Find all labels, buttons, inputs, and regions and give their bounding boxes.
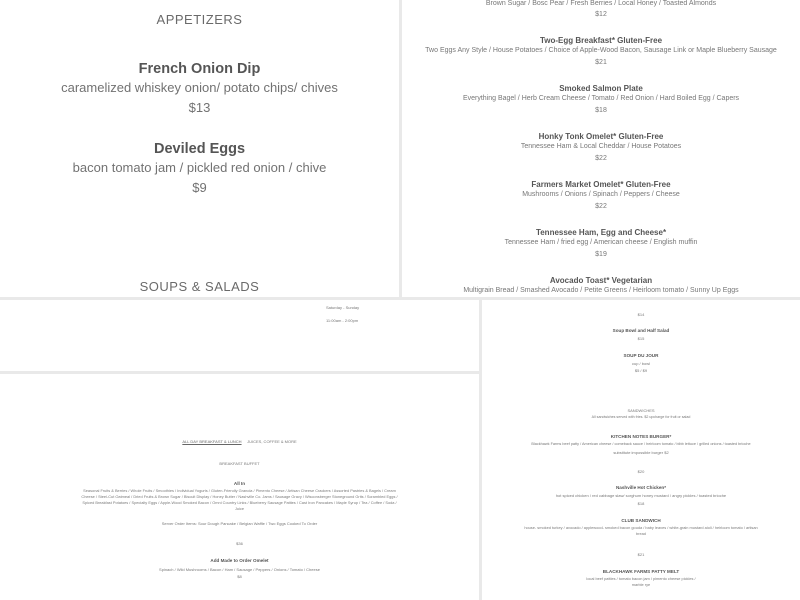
top-price: $14: [637, 312, 645, 317]
item-smoked-salmon-desc: Everything Bagel / Herb Cream Cheese / Tomato / Red Onion / Hard Boiled Egg / Capers: [462, 95, 740, 102]
item-soup-du-jour-price: $5 / $9: [634, 368, 648, 373]
item-tennessee-ham-price: $19: [595, 251, 607, 258]
item-omelet-desc: Spinach / Wild Mushrooms / Bacon / Ham / Sausage / Peppers / Onions / Tomato / Cheese: [159, 567, 320, 572]
item-french-onion-dip: French Onion Dip: [138, 61, 261, 77]
item-deviled-eggs-desc: bacon tomato jam / pickled red onion / chive: [72, 160, 327, 175]
item-nashville-hot-chicken-desc: hot spiced chicken / red cabbage slaw/ sorghum honey mustard / angry pickles / toasted brioche: [555, 493, 727, 498]
breakfast-panel: [402, 0, 800, 297]
menu-nav: [0, 439, 479, 444]
item-farmers-market-omelet-desc: Mushrooms / Onions / Spinach / Peppers / Cheese: [522, 191, 680, 198]
appetizers-heading: APPETIZERS: [156, 12, 243, 27]
item-honky-tonk-omelet-price: $22: [595, 155, 607, 162]
item-patty-melt: BLACKHAWK FARMS PATTY MELT: [602, 569, 680, 574]
item-smoked-salmon-price: $18: [595, 107, 607, 114]
item-all-in-price: $36: [236, 541, 243, 546]
item-all-in: All In: [233, 481, 246, 486]
item-tennessee-ham: Tennessee Ham, Egg and Cheese*: [535, 228, 667, 237]
item-honky-tonk-omelet: Honky Tonk Omelet* Gluten-Free: [538, 132, 664, 141]
item-deviled-eggs: Deviled Eggs: [153, 141, 246, 157]
item-omelet-price: $8: [237, 574, 242, 579]
item-club-sandwich-price: $21: [637, 552, 645, 557]
item-deviled-eggs-price: $9: [192, 180, 207, 195]
item-farmers-market-omelet-price: $22: [595, 203, 607, 210]
item-nashville-hot-chicken: Nashville Hot Chicken*: [615, 485, 667, 490]
item-omelet: Add Made to Order Omelet: [210, 558, 269, 563]
hours-time: 11:00am - 2:00pm: [326, 318, 359, 323]
item-tennessee-ham-desc: Tennessee Ham / fried egg / American cheese / English muffin: [504, 239, 698, 246]
item-all-in-server: Server Order Items: Sour Dough Pancake / Belgian Waffle / Two Eggs Cooked To Order: [161, 521, 318, 526]
item-all-in-desc: Seasonal Fruits & Berries / Whole Fruits / Smoothies / Individual Yogurts / Gluten-Friendly Granola / Pimento Cheese / Artisan Cheese Crackers / Assorted Pastries & Bagels / Cream Cheese / Steel-Cut Oatmeal / Dried Fruits & Brown Sugar / Biscuit Display / Honey Butter / Nashville Co. Jams / Sausage Gravy / Wisconsberger Stoneground Grits / Scrambled Eggs / Spiced Breakfast Potatoes / Specialty Eggs / Apple-Wood Smoked Bacon / Omni Country Links / Blueberry Sausage Patties / Cast Iron Pancakes / Maple Syrup / Tea / Coffee / Soda / Juice: [81, 488, 398, 511]
item-nashville-hot-chicken-price: $18: [637, 501, 645, 506]
item-two-egg-breakfast-price: $21: [595, 59, 607, 66]
item-honky-tonk-omelet-desc: Tennessee Ham & Local Cheddar / House Potatoes: [520, 143, 682, 150]
item-soup-half-salad: Soup Bowl and Half Salad: [612, 328, 670, 333]
buffet-panel: [0, 374, 479, 600]
buffet-heading: BREAKFAST BUFFET: [219, 461, 260, 466]
sandwiches-note: All sandwiches served with fries. $2 upcharge for fruit or salad: [591, 415, 691, 419]
appetizers-panel: [0, 0, 399, 297]
item-french-onion-dip-desc: caramelized whiskey onion/ potato chips/ chives: [61, 80, 338, 95]
nav-link-all-day[interactable]: ALL DAY BREAKFAST & LUNCH: [182, 439, 242, 444]
item-avocado-toast-desc: Multigrain Bread / Smashed Avocado / Petite Greens / Heirloom tomato / Sunny Up Eggs: [463, 287, 739, 294]
item-french-onion-dip-price: $13: [188, 100, 211, 115]
item-soup-du-jour-sizes: cup / bowl: [631, 361, 650, 366]
item-smoked-salmon: Smoked Salmon Plate: [559, 84, 643, 93]
top-item-desc: Brown Sugar / Bosc Pear / Fresh Berries / Local Honey / Toasted Almonds: [485, 0, 717, 7]
item-club-sandwich-desc: house- smoked turkey / avocado / applewood- smoked bacon gouda / baby leaves / white-grain mustard aioli / heirloom tomato / artisan bread: [524, 525, 758, 536]
item-kitchen-notes-burger-extra: substitute impossible burger $2: [613, 450, 669, 455]
hours-days: Saturday - Sunday: [326, 305, 360, 310]
item-patty-melt-desc: local beef patties / tomato bacon jam / pimento cheese pickles / marble rye: [586, 576, 696, 587]
item-avocado-toast: Avocado Toast* Vegetarian: [549, 276, 653, 285]
item-two-egg-breakfast: Two-Egg Breakfast* Gluten-Free: [539, 36, 663, 45]
item-two-egg-breakfast-desc: Two Eggs Any Style / House Potatoes / Choice of Apple-Wood Bacon, Sausage Link or Maple Blueberry Sausage: [425, 47, 777, 54]
item-soup-du-jour: SOUP DU JOUR: [623, 353, 659, 358]
item-kitchen-notes-burger: KITCHEN NOTES BURGER*: [610, 434, 672, 439]
item-club-sandwich: CLUB SANDWICH: [621, 518, 661, 523]
hours-panel: [0, 300, 479, 371]
nav-link-juices[interactable]: JUICES, COFFEE & MORE: [247, 439, 297, 444]
soups-salads-heading: SOUPS & SALADS: [139, 279, 260, 294]
item-kitchen-notes-burger-desc: Blackhawk Farms beef patty / American cheese / comeback sauce / heirloom tomato / bibb lettuce / grilled onions / toasted brioche: [531, 442, 751, 446]
lunch-panel: [482, 300, 800, 600]
sandwiches-heading: SANDWICHES: [627, 408, 655, 413]
item-farmers-market-omelet: Farmers Market Omelet* Gluten-Free: [531, 180, 671, 189]
top-item-price: $12: [595, 11, 607, 18]
item-kitchen-notes-burger-price: $20: [637, 469, 645, 474]
item-soup-half-salad-price: $15: [637, 336, 645, 341]
